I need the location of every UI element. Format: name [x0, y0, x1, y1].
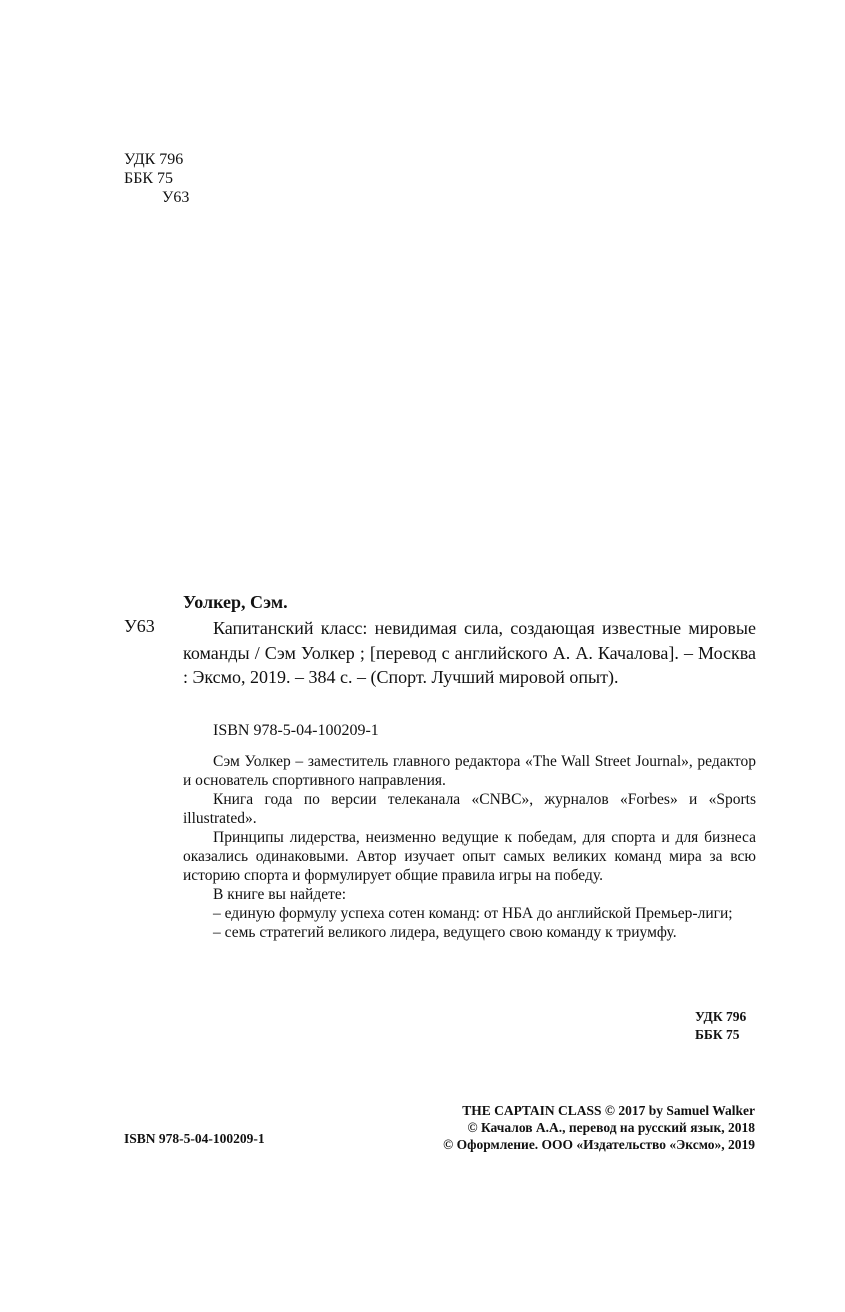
- annotation-paragraph: Сэм Уолкер – заместитель главного редактора «The Wall Street Journal», редактор и основатель спортивного направления.: [183, 753, 756, 789]
- bibliographic-description: [183, 616, 756, 690]
- classification-block-bottom: [695, 1008, 746, 1044]
- author-sign: У63: [162, 189, 190, 206]
- isbn-record: ISBN 978-5-04-100209-1: [213, 722, 379, 739]
- annotation-paragraph: В книге вы найдете:: [213, 886, 347, 903]
- copyright-line: © Качалов А.А., перевод на русский язык, 2018: [467, 1120, 755, 1135]
- description-text: Капитанский класс: невидимая сила, создающая известные мировые команды / Сэм Уолкер ; [перевод с английского А. А. Качалова]. – Москва : Эксмо, 2019. – 384 с. – (Спорт. Лучший мировой опыт).: [183, 618, 756, 687]
- annotation-paragraph: Книга года по версии телеканала «CNBC», журналов «Forbes» и «Sports illustrated».: [183, 791, 756, 827]
- bbk-code: ББК 75: [124, 170, 174, 187]
- classification-block-top: [124, 150, 189, 207]
- bbk-code: ББК 75: [695, 1027, 740, 1042]
- isbn-bottom: ISBN 978-5-04-100209-1: [124, 1131, 265, 1146]
- annotation-paragraph: – единую формулу успеха сотен команд: от НБА до английской Премьер-лиги;: [213, 905, 733, 922]
- udk-code: УДК 796: [124, 151, 184, 168]
- copyright-line: THE CAPTAIN CLASS © 2017 by Samuel Walker: [462, 1103, 755, 1118]
- annotation: [183, 752, 756, 942]
- annotation-paragraph: – семь стратегий великого лидера, ведущего свою команду к триумфу.: [213, 924, 677, 941]
- author-heading: Уолкер, Сэм.: [183, 592, 288, 612]
- copyright-block: [443, 1102, 755, 1153]
- udk-code: УДК 796: [695, 1009, 747, 1024]
- copyright-line: © Оформление. ООО «Издательство «Эксмо», 2019: [443, 1137, 755, 1152]
- author-sign-record: У63: [124, 616, 155, 636]
- annotation-paragraph: Принципы лидерства, неизменно ведущие к победам, для спорта и для бизнеса оказались одинаковыми. Автор изучает опыт самых великих команд мира за всю историю спорта и формулирует общие правила игры на победу.: [183, 829, 756, 884]
